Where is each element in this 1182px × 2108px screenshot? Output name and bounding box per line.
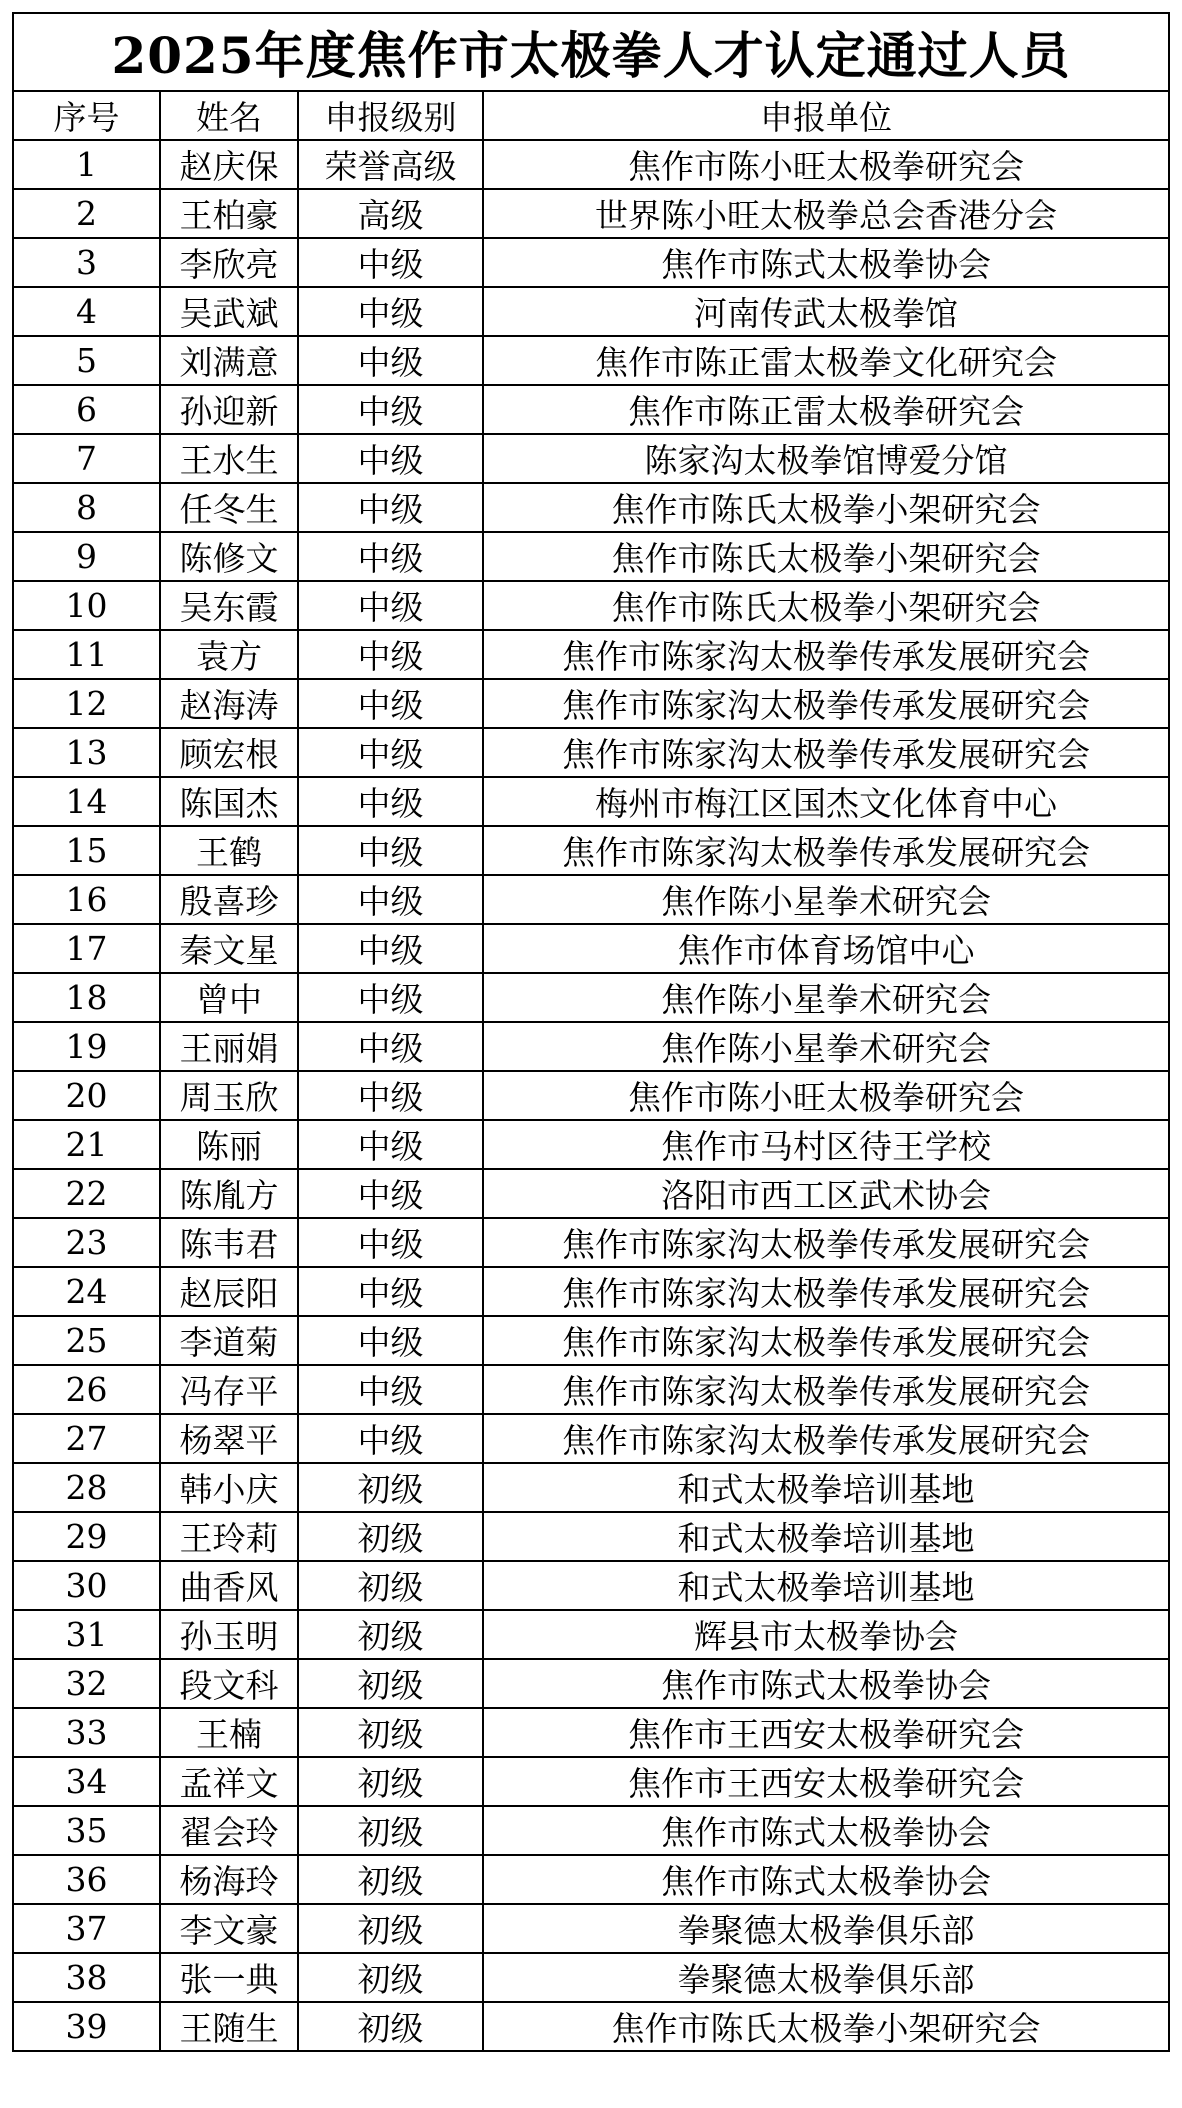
cell-name: 陈韦君 (160, 1218, 298, 1267)
cell-unit: 拳聚德太极拳俱乐部 (483, 1904, 1169, 1953)
table-row (13, 1169, 1169, 1218)
cell-level: 中级 (298, 336, 483, 385)
cell-level: 中级 (298, 581, 483, 630)
cell-name: 段文科 (160, 1659, 298, 1708)
cell-level: 中级 (298, 875, 483, 924)
table-row (13, 1267, 1169, 1316)
cell-level: 初级 (298, 1512, 483, 1561)
cell-serial-number: 39 (13, 2002, 160, 2051)
cell-unit: 焦作市体育场馆中心 (483, 924, 1169, 973)
header-row (13, 91, 1169, 140)
cell-serial-number: 4 (13, 287, 160, 336)
table-row (13, 924, 1169, 973)
cell-name: 曲香风 (160, 1561, 298, 1610)
cell-level: 中级 (298, 1169, 483, 1218)
cell-name: 吴武斌 (160, 287, 298, 336)
cell-unit: 河南传武太极拳馆 (483, 287, 1169, 336)
cell-unit: 焦作陈小星拳术研究会 (483, 875, 1169, 924)
table-row (13, 875, 1169, 924)
cell-name: 张一典 (160, 1953, 298, 2002)
cell-name: 王玲莉 (160, 1512, 298, 1561)
cell-unit: 焦作市陈正雷太极拳文化研究会 (483, 336, 1169, 385)
cell-unit: 焦作市陈式太极拳协会 (483, 1659, 1169, 1708)
cell-name: 王水生 (160, 434, 298, 483)
table-row (13, 1659, 1169, 1708)
cell-serial-number: 35 (13, 1806, 160, 1855)
cell-serial-number: 1 (13, 140, 160, 189)
cell-unit: 焦作市马村区待王学校 (483, 1120, 1169, 1169)
cell-name: 陈胤方 (160, 1169, 298, 1218)
table-row (13, 1953, 1169, 2002)
cell-level: 中级 (298, 434, 483, 483)
table-row (13, 1610, 1169, 1659)
cell-name: 顾宏根 (160, 728, 298, 777)
table-row (13, 581, 1169, 630)
cell-name: 李文豪 (160, 1904, 298, 1953)
cell-serial-number: 21 (13, 1120, 160, 1169)
cell-level: 中级 (298, 1365, 483, 1414)
cell-serial-number: 13 (13, 728, 160, 777)
cell-name: 王丽娟 (160, 1022, 298, 1071)
table-row (13, 777, 1169, 826)
cell-unit: 焦作市陈正雷太极拳研究会 (483, 385, 1169, 434)
cell-serial-number: 27 (13, 1414, 160, 1463)
cell-serial-number: 2 (13, 189, 160, 238)
cell-serial-number: 29 (13, 1512, 160, 1561)
cell-name: 王楠 (160, 1708, 298, 1757)
cell-serial-number: 9 (13, 532, 160, 581)
cell-serial-number: 33 (13, 1708, 160, 1757)
table-row (13, 826, 1169, 875)
cell-level: 初级 (298, 1904, 483, 1953)
cell-unit: 焦作市陈式太极拳协会 (483, 238, 1169, 287)
table-row (13, 1316, 1169, 1365)
cell-name: 袁方 (160, 630, 298, 679)
cell-name: 吴东霞 (160, 581, 298, 630)
table-row (13, 1120, 1169, 1169)
table-row (13, 1071, 1169, 1120)
cell-name: 陈丽 (160, 1120, 298, 1169)
cell-name: 赵海涛 (160, 679, 298, 728)
cell-name: 王随生 (160, 2002, 298, 2051)
cell-serial-number: 7 (13, 434, 160, 483)
table-row (13, 336, 1169, 385)
cell-name: 陈修文 (160, 532, 298, 581)
cell-level: 荣誉高级 (298, 140, 483, 189)
cell-serial-number: 30 (13, 1561, 160, 1610)
cell-unit: 焦作市王西安太极拳研究会 (483, 1757, 1169, 1806)
cell-serial-number: 22 (13, 1169, 160, 1218)
table-row (13, 1708, 1169, 1757)
cell-level: 中级 (298, 777, 483, 826)
table-row (13, 483, 1169, 532)
cell-unit: 焦作市陈家沟太极拳传承发展研究会 (483, 1414, 1169, 1463)
cell-serial-number: 17 (13, 924, 160, 973)
cell-serial-number: 25 (13, 1316, 160, 1365)
table-row (13, 1757, 1169, 1806)
cell-unit: 辉县市太极拳协会 (483, 1610, 1169, 1659)
cell-serial-number: 14 (13, 777, 160, 826)
cell-unit: 焦作市陈氏太极拳小架研究会 (483, 2002, 1169, 2051)
cell-name: 翟会玲 (160, 1806, 298, 1855)
cell-unit: 焦作市陈氏太极拳小架研究会 (483, 581, 1169, 630)
cell-unit: 焦作市陈家沟太极拳传承发展研究会 (483, 679, 1169, 728)
cell-unit: 焦作市陈家沟太极拳传承发展研究会 (483, 826, 1169, 875)
cell-level: 中级 (298, 1022, 483, 1071)
cell-level: 初级 (298, 1757, 483, 1806)
cell-unit: 焦作市陈家沟太极拳传承发展研究会 (483, 1316, 1169, 1365)
cell-unit: 焦作市陈家沟太极拳传承发展研究会 (483, 1267, 1169, 1316)
cell-level: 中级 (298, 1316, 483, 1365)
cell-level: 中级 (298, 1218, 483, 1267)
cell-name: 刘满意 (160, 336, 298, 385)
cell-serial-number: 28 (13, 1463, 160, 1512)
cell-level: 中级 (298, 532, 483, 581)
cell-level: 中级 (298, 973, 483, 1022)
cell-name: 陈国杰 (160, 777, 298, 826)
cell-level: 中级 (298, 679, 483, 728)
cell-name: 赵辰阳 (160, 1267, 298, 1316)
cell-name: 杨翠平 (160, 1414, 298, 1463)
cell-name: 曾中 (160, 973, 298, 1022)
cell-serial-number: 11 (13, 630, 160, 679)
table-row (13, 1022, 1169, 1071)
table-row (13, 1365, 1169, 1414)
cell-level: 中级 (298, 385, 483, 434)
cell-serial-number: 10 (13, 581, 160, 630)
table-row (13, 189, 1169, 238)
header-unit: 申报单位 (483, 91, 1169, 140)
cell-serial-number: 18 (13, 973, 160, 1022)
cell-serial-number: 8 (13, 483, 160, 532)
cell-level: 中级 (298, 1071, 483, 1120)
table-row (13, 973, 1169, 1022)
cell-unit: 世界陈小旺太极拳总会香港分会 (483, 189, 1169, 238)
cell-unit: 焦作市陈小旺太极拳研究会 (483, 1071, 1169, 1120)
cell-unit: 焦作市陈氏太极拳小架研究会 (483, 483, 1169, 532)
cell-name: 赵庆保 (160, 140, 298, 189)
table-row (13, 434, 1169, 483)
table-row (13, 1463, 1169, 1512)
cell-name: 王柏豪 (160, 189, 298, 238)
cell-level: 初级 (298, 1561, 483, 1610)
cell-unit: 焦作市陈家沟太极拳传承发展研究会 (483, 1218, 1169, 1267)
table-row (13, 679, 1169, 728)
table-title: 2025年度焦作市太极拳人才认定通过人员 (13, 13, 1169, 91)
cell-serial-number: 12 (13, 679, 160, 728)
cell-unit: 焦作市陈小旺太极拳研究会 (483, 140, 1169, 189)
cell-name: 孙迎新 (160, 385, 298, 434)
table-row (13, 1855, 1169, 1904)
cell-level: 中级 (298, 238, 483, 287)
cell-name: 李道菊 (160, 1316, 298, 1365)
cell-level: 初级 (298, 1659, 483, 1708)
cell-unit: 陈家沟太极拳馆博爱分馆 (483, 434, 1169, 483)
cell-level: 中级 (298, 1414, 483, 1463)
cell-serial-number: 24 (13, 1267, 160, 1316)
cell-serial-number: 19 (13, 1022, 160, 1071)
document-sheet (12, 12, 1168, 2052)
cell-level: 初级 (298, 1855, 483, 1904)
cell-unit: 焦作市王西安太极拳研究会 (483, 1708, 1169, 1757)
cell-unit: 焦作市陈式太极拳协会 (483, 1806, 1169, 1855)
cell-unit: 焦作市陈氏太极拳小架研究会 (483, 532, 1169, 581)
cell-level: 中级 (298, 630, 483, 679)
cell-level: 中级 (298, 924, 483, 973)
cell-level: 中级 (298, 1120, 483, 1169)
cell-level: 中级 (298, 826, 483, 875)
header-level: 申报级别 (298, 91, 483, 140)
cell-serial-number: 15 (13, 826, 160, 875)
cell-unit: 和式太极拳培训基地 (483, 1512, 1169, 1561)
cell-name: 王鹤 (160, 826, 298, 875)
cell-level: 中级 (298, 728, 483, 777)
table-row (13, 728, 1169, 777)
cell-serial-number: 34 (13, 1757, 160, 1806)
table-row (13, 2002, 1169, 2051)
cell-unit: 梅州市梅江区国杰文化体育中心 (483, 777, 1169, 826)
cell-unit: 拳聚德太极拳俱乐部 (483, 1953, 1169, 2002)
personnel-table (12, 12, 1170, 2052)
cell-serial-number: 5 (13, 336, 160, 385)
cell-unit: 焦作市陈家沟太极拳传承发展研究会 (483, 1365, 1169, 1414)
table-row (13, 287, 1169, 336)
cell-serial-number: 31 (13, 1610, 160, 1659)
header-name: 姓名 (160, 91, 298, 140)
cell-name: 李欣亮 (160, 238, 298, 287)
cell-level: 初级 (298, 2002, 483, 2051)
cell-serial-number: 26 (13, 1365, 160, 1414)
cell-unit: 焦作市陈家沟太极拳传承发展研究会 (483, 630, 1169, 679)
cell-name: 孙玉明 (160, 1610, 298, 1659)
cell-unit: 焦作陈小星拳术研究会 (483, 1022, 1169, 1071)
cell-serial-number: 6 (13, 385, 160, 434)
cell-unit: 焦作陈小星拳术研究会 (483, 973, 1169, 1022)
cell-serial-number: 38 (13, 1953, 160, 2002)
cell-name: 秦文星 (160, 924, 298, 973)
cell-unit: 焦作市陈式太极拳协会 (483, 1855, 1169, 1904)
cell-serial-number: 32 (13, 1659, 160, 1708)
cell-unit: 和式太极拳培训基地 (483, 1463, 1169, 1512)
cell-level: 高级 (298, 189, 483, 238)
cell-name: 周玉欣 (160, 1071, 298, 1120)
table-row (13, 1218, 1169, 1267)
title-row (13, 13, 1169, 91)
cell-level: 初级 (298, 1610, 483, 1659)
table-row (13, 630, 1169, 679)
table-body (13, 140, 1169, 2051)
cell-level: 初级 (298, 1953, 483, 2002)
table-row (13, 1414, 1169, 1463)
table-row (13, 385, 1169, 434)
cell-level: 中级 (298, 287, 483, 336)
cell-serial-number: 20 (13, 1071, 160, 1120)
cell-unit: 焦作市陈家沟太极拳传承发展研究会 (483, 728, 1169, 777)
cell-name: 殷喜珍 (160, 875, 298, 924)
cell-name: 任冬生 (160, 483, 298, 532)
cell-unit: 和式太极拳培训基地 (483, 1561, 1169, 1610)
table-row (13, 140, 1169, 189)
table-row (13, 1561, 1169, 1610)
cell-level: 中级 (298, 1267, 483, 1316)
cell-serial-number: 3 (13, 238, 160, 287)
cell-serial-number: 23 (13, 1218, 160, 1267)
cell-name: 韩小庆 (160, 1463, 298, 1512)
cell-name: 孟祥文 (160, 1757, 298, 1806)
cell-level: 初级 (298, 1806, 483, 1855)
cell-name: 杨海玲 (160, 1855, 298, 1904)
cell-unit: 洛阳市西工区武术协会 (483, 1169, 1169, 1218)
table-row (13, 238, 1169, 287)
cell-name: 冯存平 (160, 1365, 298, 1414)
cell-serial-number: 37 (13, 1904, 160, 1953)
table-row (13, 532, 1169, 581)
cell-level: 初级 (298, 1708, 483, 1757)
cell-serial-number: 16 (13, 875, 160, 924)
header-serial-number: 序号 (13, 91, 160, 140)
table-row (13, 1806, 1169, 1855)
cell-serial-number: 36 (13, 1855, 160, 1904)
table-row (13, 1904, 1169, 1953)
table-row (13, 1512, 1169, 1561)
cell-level: 中级 (298, 483, 483, 532)
cell-level: 初级 (298, 1463, 483, 1512)
